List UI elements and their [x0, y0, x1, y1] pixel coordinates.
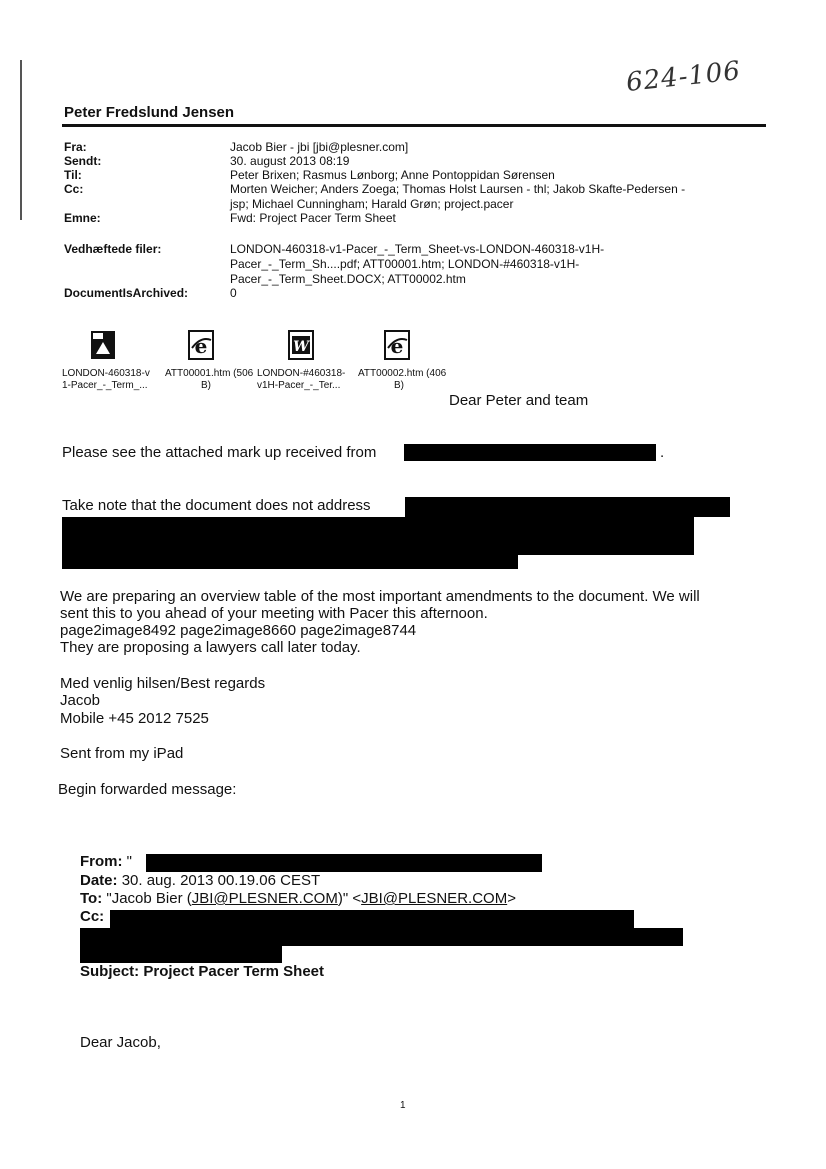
- fwd-date-label: Date:: [80, 872, 118, 889]
- attachments-label: Vedhæftede filer:: [64, 242, 162, 256]
- archived-value: 0: [230, 286, 237, 300]
- fwd-to-label: To:: [80, 890, 103, 907]
- redaction-block: [404, 444, 656, 461]
- fwd-to-email-link[interactable]: JBI@PLESNER.COM: [361, 890, 508, 907]
- paragraph-markup-end: .: [660, 444, 665, 461]
- to-label: Til:: [64, 168, 82, 182]
- redaction-block: [80, 928, 683, 946]
- paragraph-overview-line2: sent this to you ahead of your meeting with Pacer this afternoon.: [60, 605, 488, 622]
- attachments-value-line2: Pacer_-_Term_Sh....pdf; ATT00001.htm; LONDON-#460318-v1H-: [230, 257, 580, 271]
- redaction-block: [146, 854, 542, 872]
- from-label: Fra:: [64, 140, 87, 154]
- fwd-subject-line: [80, 963, 324, 980]
- subject-label: Emne:: [64, 211, 101, 225]
- fwd-to-line: To: "Jacob Bier (JBI@PLESNER.COM)" <JBI@PLESNER.COM>: [80, 890, 516, 907]
- begin-forwarded: Begin forwarded message:: [58, 781, 237, 798]
- cc-value-line2: jsp; Michael Cunningham; Harald Grøn; project.pacer: [230, 197, 514, 211]
- attachment-caption: ATT00001.htm (506 B): [165, 368, 254, 391]
- attachment-caption: LONDON-#460318- v1H-Pacer_-_Ter...: [257, 368, 346, 391]
- attachments-value-line3: Pacer_-_Term_Sheet.DOCX; ATT00002.htm: [230, 272, 466, 286]
- fwd-greeting: Dear Jacob,: [80, 1034, 161, 1051]
- redaction-block: [62, 517, 694, 555]
- signoff-name: Jacob: [60, 692, 101, 709]
- word-icon[interactable]: [288, 330, 314, 365]
- cc-label: Cc:: [64, 182, 84, 196]
- fwd-subject-label: Subject:: [80, 963, 140, 980]
- archived-label: DocumentIsArchived:: [64, 286, 189, 300]
- paragraph-overview-line1: We are preparing an overview table of the most important amendments to the document. We will: [60, 588, 700, 605]
- fwd-to-email-link[interactable]: JBI@PLESNER.COM: [191, 890, 338, 907]
- paragraph-overview-line3: page2image8492 page2image8660 page2image8744: [60, 622, 417, 639]
- greeting: Dear Peter and team: [449, 392, 589, 409]
- signoff-mobile: Mobile +45 2012 7525: [60, 710, 209, 727]
- svg-text:e: e: [390, 334, 404, 358]
- cc-value-line1: Morten Weicher; Anders Zoega; Thomas Holst Laursen - thl; Jakob Skafte-Pedersen -: [230, 182, 686, 196]
- from-value: Jacob Bier - jbi [jbi@plesner.com]: [230, 140, 409, 154]
- subject-value: Fwd: Project Pacer Term Sheet: [230, 211, 396, 225]
- paragraph-overview-line4: They are proposing a lawyers call later today.: [60, 639, 361, 656]
- fwd-cc-label: Cc:: [80, 908, 105, 925]
- fwd-cc-line: [80, 908, 104, 925]
- fwd-from-line: [80, 853, 132, 870]
- redaction-block: [405, 497, 730, 517]
- header-rule: [62, 124, 766, 127]
- sent-label: Sendt:: [64, 154, 102, 168]
- attachment-caption: ATT00002.htm (406 B): [358, 368, 447, 391]
- fwd-from-label: From:: [80, 853, 123, 870]
- handwritten-note: 624-106: [624, 56, 743, 98]
- svg-text:W: W: [293, 339, 309, 355]
- to-value: Peter Brixen; Rasmus Lønborg; Anne Pontoppidan Sørensen: [230, 168, 555, 182]
- redaction-block: [62, 555, 518, 569]
- margin-scan-line: [20, 60, 22, 220]
- redaction-block: [80, 946, 282, 963]
- fwd-from-value: ": [126, 853, 132, 870]
- fwd-date-line: [80, 872, 320, 889]
- pdf-icon[interactable]: [90, 330, 116, 365]
- sender-name: Peter Fredslund Jensen: [64, 104, 235, 121]
- attachment-caption: LONDON-460318-v 1-Pacer_-_Term_...: [62, 368, 150, 391]
- svg-text:e: e: [194, 334, 208, 358]
- ie-icon[interactable]: [384, 330, 410, 365]
- fwd-date-value: 30. aug. 2013 00.19.06 CEST: [121, 872, 321, 889]
- page-number: 1: [400, 1100, 406, 1111]
- sent-from-ipad: Sent from my iPad: [60, 745, 184, 762]
- fwd-subject-value: Project Pacer Term Sheet: [143, 963, 324, 980]
- redaction-block: [110, 910, 634, 928]
- attachments-value-line1: LONDON-460318-v1-Pacer_-_Term_Sheet-vs-LONDON-460318-v1H-: [230, 242, 605, 256]
- ie-icon[interactable]: [188, 330, 214, 365]
- signoff-regards: Med venlig hilsen/Best regards: [60, 675, 266, 692]
- paragraph-address: Take note that the document does not address: [62, 497, 371, 514]
- paragraph-markup: Please see the attached mark up received from: [62, 444, 377, 461]
- sent-value: 30. august 2013 08:19: [230, 154, 350, 168]
